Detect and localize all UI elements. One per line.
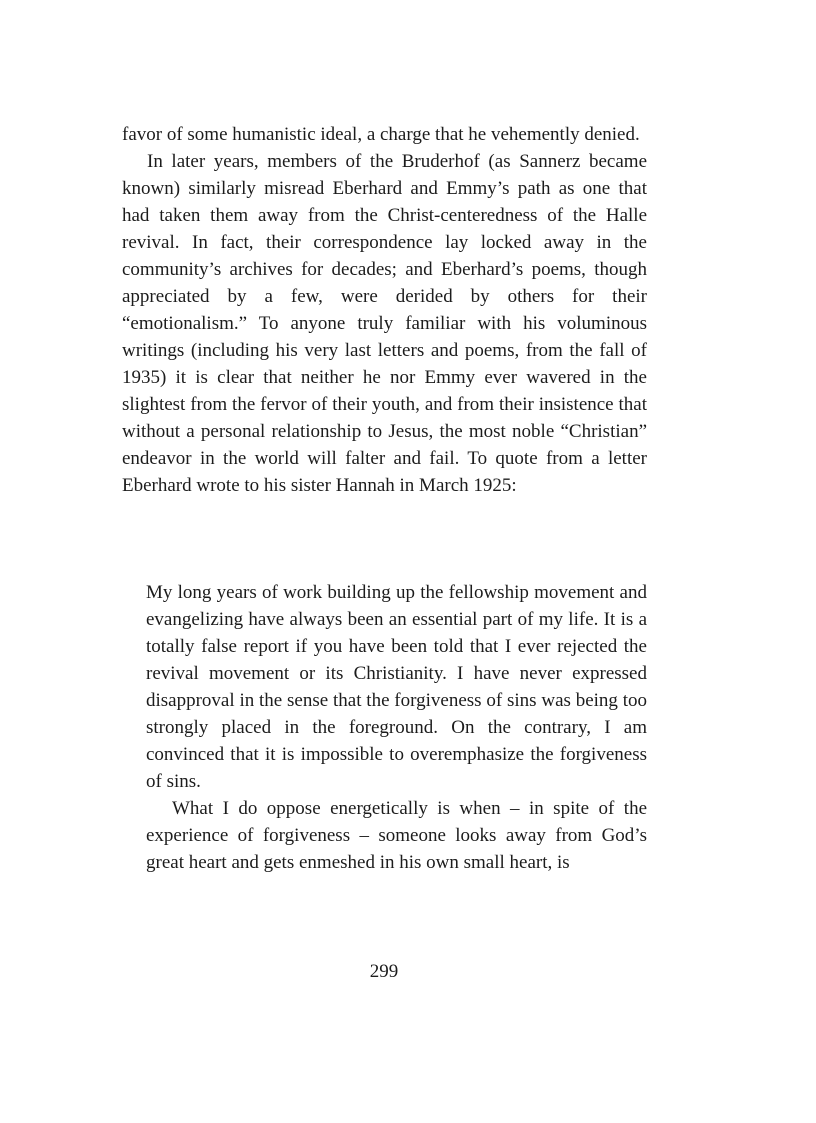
quote-paragraph-1: My long years of work building up the fellowship movement and evangelizing have always been an essential part of my life. It is a totally false report if you have been told that I ever rejected the revival movement or its Christianity. I have never expressed disapproval in the sense that the forgiveness of sins was being too strongly placed in the foreground. On the contrary, I am convinced that it is impossible to overemphasize the forgiveness of sins. [146, 582, 647, 792]
paragraph-continued: favor of some humanistic ideal, a charge that he vehemently denied. [122, 124, 640, 145]
body-text [122, 121, 647, 499]
letter-quotation [146, 579, 647, 876]
quote-paragraph-2: What I do oppose energetically is when – in spite of the experience of forgiveness – someone looks away from God’s great heart and gets enmeshed in his own small heart, is [146, 798, 647, 873]
page-number: 299 [369, 961, 399, 982]
paragraph-main: In later years, members of the Bruderhof (as Sannerz became known) similarly misread Eberhard and Emmy’s path as one that had taken them away from the Christ-centeredness of the Halle revival. In fact, their correspondence lay locked away in the community’s archives for decades; and Eberhard’s poems, though appreciated by a few, were derided by others for their “emotionalism.” To anyone truly familiar with his voluminous writings (including his very last letters and poems, from the fall of 1935) it is clear that neither he nor Emmy ever wavered in the slightest from the fervor of their youth, and from their insistence that without a personal relationship to Jesus, the most noble “Christian” endeavor in the world will falter and fail. To quote from a letter Eberhard wrote to his sister Hannah in March 1925: [122, 151, 647, 496]
